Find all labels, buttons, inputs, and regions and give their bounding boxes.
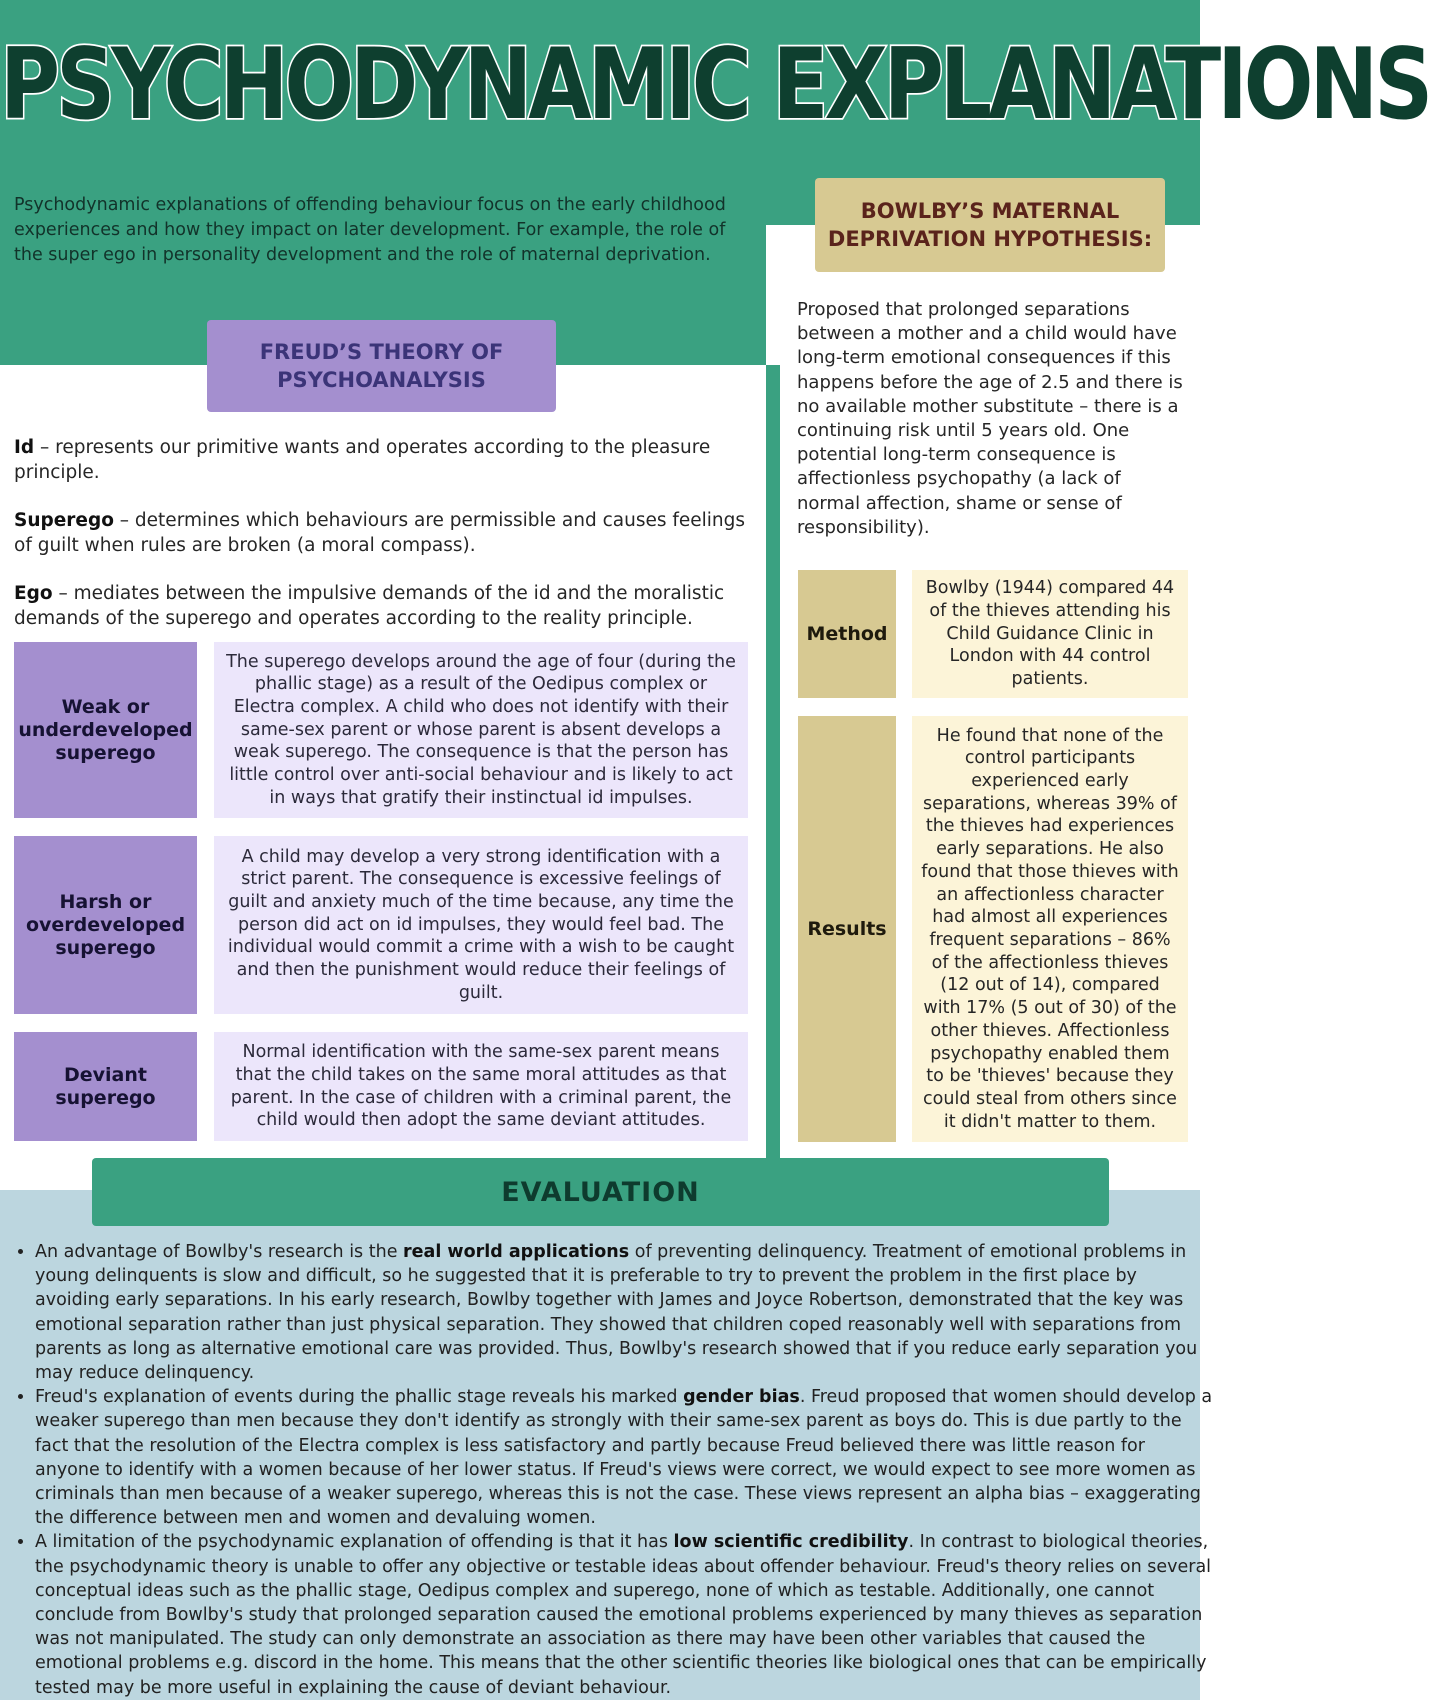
evaluation-text: An advantage of Bowlby's research is the (35, 1242, 404, 1262)
page-title: PSYCHODYNAMIC EXPLANATIONS (0, 28, 1429, 142)
definition-term: Id (14, 437, 35, 458)
bowlby-heading-line1: BOWLBY’S MATERNAL (860, 199, 1120, 223)
evaluation-text: . In contrast to biological theories, the psychodynamic theory is unable to offer any objective or testable ideas about offender behaviour. Freud's theory relies on several conceptual ideas such as the phallic stage, Oedipus complex and superego, none of which as testable. Additionally, one cannot conclude from Bowlby's study that prolonged separation caused the emotional problems experienced by many thieves as separation was not manipulated. The study can only demonstrate an association as there may have been other variables that caused the emotional problems e.g. discord in the home. This means that the other scientific theories like biological ones that can be empirically tested may be more useful in explaining the cause of deviant behaviour. (35, 1532, 1212, 1698)
evaluation-point-gender-bias (35, 1385, 1215, 1530)
evaluation-keyword: real world applications (403, 1242, 630, 1262)
evaluation-point-scientific-credibility (35, 1530, 1215, 1699)
weak-superego-text: The superego develops around the age of four (during the phallic stage) as a result of the Oedipus complex or Electra complex. A child who does not identify with their same-sex parent or whose parent is absent develops a weak superego. The consequence is that the person has little control over anti-social behaviour and is likely to act in ways that gratify their instinctual id impulses. (214, 642, 748, 818)
intro-paragraph: Psychodynamic explanations of offending behaviour focus on the early childhood experiences and how they impact on later development. For example, the role of the super ego in personality development and the role of maternal deprivation. (14, 195, 726, 265)
evaluation-list (12, 1240, 1215, 1700)
definition-term: Ego (14, 583, 53, 604)
evaluation-text: A limitation of the psychodynamic explanation of offending is that it has (35, 1532, 674, 1553)
definition-id (14, 435, 764, 485)
bowlby-description: Proposed that prolonged separations between a mother and a child would have long-term emotional consequences if this happens before the age of 2.5 and there is no available mother substitute – there is a continuing risk until 5 years old. One potential long-term consequence is affectionless psychopathy (a lack of normal affection, shame or sense of responsibility). (797, 299, 1183, 538)
evaluation-point-real-world (35, 1240, 1215, 1385)
freud-heading-line2: PSYCHOANALYSIS (277, 368, 486, 392)
evaluation-text: of preventing delinquency. Treatment of emotional problems in young delinquents is slow and difficult, so he suggested that it is preferable to try to prevent the problem in the first place by avoiding early separations. In his early research, Bowlby together with James and Joyce Robertson, demonstrated that the key was emotional separation rather than just physical separation. They showed that children coped reasonably well with separations from parents as long as alternative emotional care was provided. Thus, Bowlby's research showed that if you reduce early separation you may reduce delinquency. (35, 1242, 1198, 1384)
evaluation-text: Freud's explanation of events during the phallic stage reveals his marked (35, 1387, 684, 1408)
definition-text: – determines which behaviours are permissible and causes feelings of guilt when rules are broken (a moral compass). (14, 510, 746, 556)
freud-heading-line1: FREUD’S THEORY OF (259, 340, 504, 364)
definition-ego (14, 581, 764, 631)
evaluation-keyword: gender bias (683, 1387, 800, 1408)
method-label: Method (798, 570, 896, 698)
bowlby-heading (815, 178, 1165, 272)
results-text: He found that none of the control participants experienced early separations, whereas 39% of the thieves had experiences early separations. He also found that those thieves with an affectionless character had almost all experiences frequent separations – 86% of the affectionless thieves (12 out of 14), compared with 17% (5 out of 30) of the other thieves. Affectionless psychopathy enabled them to be 'thieves' because they could steal from others since it didn't matter to them. (912, 716, 1188, 1142)
evaluation-text: . Freud proposed that women should develop a weaker superego than men because they don't identify as strongly with their same-sex parent as boys do. This is due partly to the fact that the resolution of the Electra complex is less satisfactory and partly because Freud believed there was little reason for anyone to identify with a women because of her lower status. If Freud's views were correct, we would expect to see more women as criminals than men because of a weaker superego, whereas this is not the case. These views represent an alpha bias – exaggerating the difference between men and women and devaluing women. (35, 1387, 1213, 1529)
freud-heading (207, 320, 556, 412)
deviant-superego-label: Deviant superego (14, 1032, 197, 1141)
definitions-list (14, 435, 764, 654)
bowlby-heading-line2: DEPRIVATION HYPOTHESIS: (827, 227, 1153, 251)
weak-superego-label: Weak or underdeveloped superego (14, 642, 197, 818)
method-text: Bowlby (1944) compared 44 of the thieves attending his Child Guidance Clinic in London with 44 control patients. (912, 570, 1188, 698)
evaluation-keyword: low scientific credibility (673, 1532, 909, 1553)
definition-term: Superego (14, 510, 114, 531)
column-divider-accent (766, 365, 780, 1160)
results-label: Results (798, 716, 896, 1142)
deviant-superego-text: Normal identification with the same-sex parent means that the child takes on the same moral attitudes as that parent. In the case of children with a criminal parent, the child would then adopt the same deviant attitudes. (214, 1032, 748, 1141)
evaluation-heading: EVALUATION (92, 1158, 1109, 1226)
definition-superego (14, 508, 764, 558)
harsh-superego-text: A child may develop a very strong identification with a strict parent. The consequence is excessive feelings of guilt and anxiety much of the time because, any time the person did act on id impulses, they would feel bad. The individual would commit a crime with a wish to be caught and then the punishment would reduce their feelings of guilt. (214, 836, 748, 1014)
definition-text: – mediates between the impulsive demands of the id and the moralistic demands of the superego and operates according to the reality principle. (14, 583, 725, 629)
definition-text: – represents our primitive wants and operates according to the pleasure principle. (14, 437, 711, 483)
harsh-superego-label: Harsh or overdeveloped superego (14, 836, 197, 1014)
